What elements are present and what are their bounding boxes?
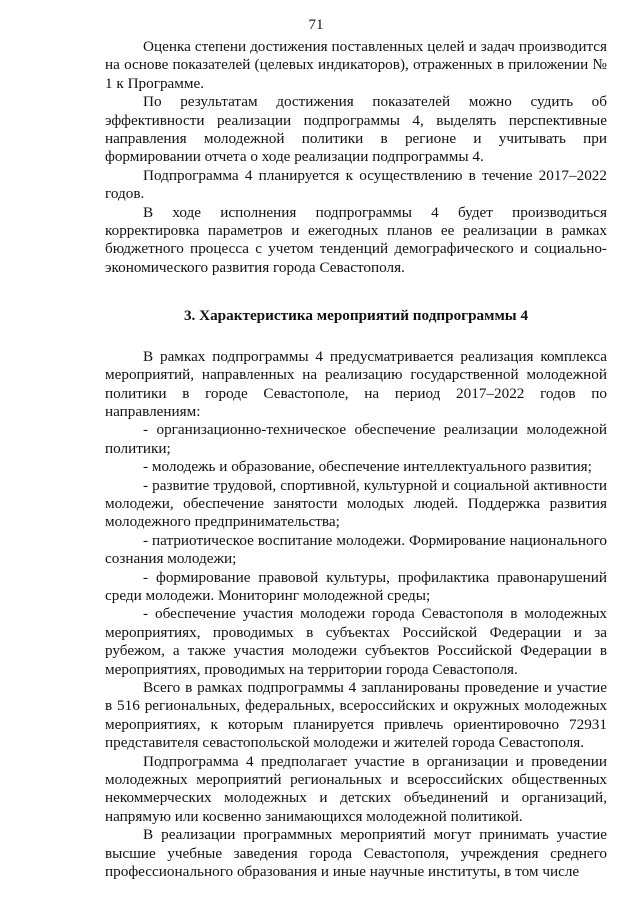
list-item-event-participation: - обеспечение участия молодежи города Севастополя в молодежных мероприятиях, проводимых в субъектах Российской Федерации и за рубежом, а также участия молодежи субъектов Российской Федерации в мероприятиях, проводимых на территории города Севастополя. xyxy=(105,605,607,678)
paragraph-plan-adjustment: В ходе исполнения подпрограммы 4 будет производиться корректировка параметров и ежегодных планов ее реализации в рамках бюджетного процесса с учетом тенденций демографического и социально-экономического развития города Севастополя. xyxy=(105,203,607,276)
paragraph-results-evaluation: По результатам достижения показателей можно судить об эффективности реализации подпрограммы 4, выделять перспективные направления молодежной политики в регионе и учитывать при формировании отчета о ходе реализации подпрограммы 4. xyxy=(105,93,607,166)
list-item-education: - молодежь и образование, обеспечение интеллектуального развития; xyxy=(143,458,592,476)
list-item-patriotic-education: - патриотическое воспитание молодежи. Формирование национального сознания молодежи; xyxy=(105,531,607,568)
list-item-organizational-support: - организационно-техническое обеспечение реализации молодежной политики; xyxy=(105,421,607,457)
paragraph-events-total: Всего в рамках подпрограммы 4 запланированы проведение и участие в 516 региональных, федеральных, всероссийских и окружных молодежных мероприятиях, к которым планируется привлечь ориентировочно 72931 представителя севастопольской молодежи и жителей города Севастополя. xyxy=(105,679,607,752)
page-number: 71 xyxy=(308,17,324,33)
list-item-legal-culture: - формирование правовой культуры, профилактика правонарушений среди молодежи. Мониторинг молодежной среды; xyxy=(105,568,607,604)
paragraph-organizations-participation: Подпрограмма 4 предполагает участие в организации и проведении молодежных мероприятий региональных и всероссийских общественных некоммерческих молодежных и детских объединений и организаций, напрямую или косвенно занимающихся молодежной политикой. xyxy=(105,752,607,825)
paragraph-directions-intro: В рамках подпрограммы 4 предусматривается реализация комплекса мероприятий, направленных на реализацию государственной молодежной политики в городе Севастополе, на период 2017–2022 годов по направлениям: xyxy=(105,347,607,420)
paragraph-institutions-participation: В реализации программных мероприятий могут принимать участие высшие учебные заведения города Севастополя, учреждения среднего профессионального образования и иные научные институты, в том числе xyxy=(105,826,607,881)
list-item-activity-development: - развитие трудовой, спортивной, культурной и социальной активности молодежи, обеспечение занятости молодых людей. Поддержка развития молодежного предпринимательства; xyxy=(105,476,607,531)
paragraph-implementation-period: Подпрограмма 4 планируется к осуществлению в течение 2017–2022 годов. xyxy=(105,166,607,203)
section-heading: 3. Характеристика мероприятий подпрограммы 4 xyxy=(183,307,529,325)
document-body xyxy=(105,38,607,881)
paragraph-goals-assessment: Оценка степени достижения поставленных целей и задач производится на основе показателей (целевых индикаторов), отраженных в приложении № 1 к Программе. xyxy=(105,38,607,92)
